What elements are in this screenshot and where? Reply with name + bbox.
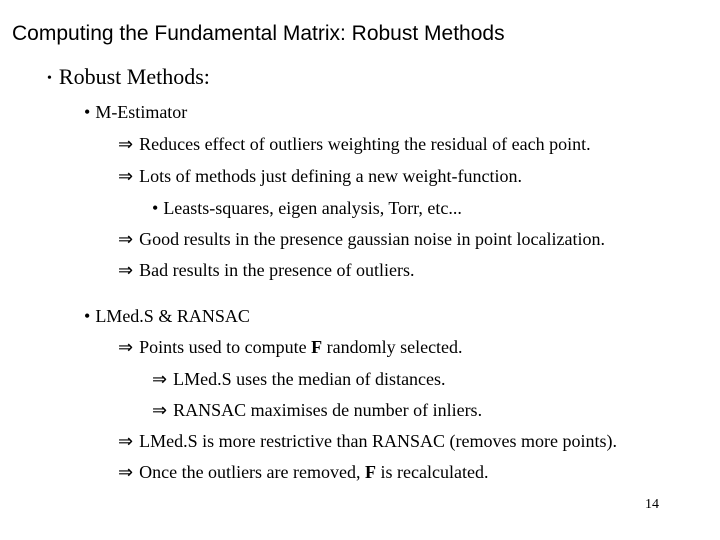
implication-text-post: randomly selected. — [322, 337, 463, 357]
implication-lmeds-3 — [118, 462, 488, 483]
bullet-text: Leasts-squares, eigen analysis, Torr, etc... — [163, 198, 462, 218]
implies-arrow-icon: ⇒ — [152, 400, 168, 420]
implication-lmeds-2 — [118, 431, 617, 452]
implication-text: Good results in the presence gaussian noise in point localization. — [139, 229, 605, 249]
implication-text-post: is recalculated. — [376, 462, 489, 482]
implication-text: Reduces effect of outliers weighting the residual of each point. — [139, 134, 591, 154]
slide-title: Computing the Fundamental Matrix: Robust Methods — [12, 22, 505, 45]
bullet-robust-methods — [47, 64, 210, 90]
implication-lmeds-1-2 — [152, 400, 482, 421]
implies-arrow-icon: ⇒ — [118, 431, 134, 451]
bullet-text: M-Estimator — [95, 102, 188, 122]
implication-text: LMed.S is more restrictive than RANSAC (removes more points). — [139, 431, 618, 451]
bullet-lmeds-ransac — [84, 306, 250, 327]
matrix-symbol: F — [365, 462, 376, 482]
implication-m-estimator-1 — [118, 134, 591, 155]
implication-text: Bad results in the presence of outliers. — [139, 260, 415, 280]
bullet-m-estimator-2-1 — [152, 198, 462, 219]
implies-arrow-icon: ⇒ — [118, 260, 134, 280]
bullet-text: Robust Methods: — [58, 64, 210, 89]
page-number: 14 — [645, 497, 659, 512]
bullet-m-estimator — [84, 102, 187, 123]
implication-m-estimator-3 — [118, 229, 605, 250]
implication-lmeds-1-1 — [152, 369, 446, 390]
bullet-text: LMed.S & RANSAC — [95, 306, 250, 326]
bullet-icon: • — [84, 306, 91, 326]
implies-arrow-icon: ⇒ — [118, 134, 134, 154]
implication-text-pre: Points used to compute — [139, 337, 312, 357]
implication-text: RANSAC maximises de number of inliers. — [173, 400, 483, 420]
matrix-symbol: F — [311, 337, 323, 357]
implication-text: LMed.S uses the median of distances. — [173, 369, 446, 389]
implies-arrow-icon: ⇒ — [118, 337, 134, 357]
bullet-icon: • — [152, 198, 159, 218]
implication-text: Lots of methods just defining a new weight-function. — [139, 166, 523, 186]
implication-m-estimator-2 — [118, 166, 522, 187]
implication-lmeds-1 — [118, 337, 463, 358]
implies-arrow-icon: ⇒ — [118, 462, 134, 482]
implies-arrow-icon: ⇒ — [118, 166, 134, 186]
implication-m-estimator-4 — [118, 260, 415, 281]
implication-text-pre: Once the outliers are removed, — [139, 462, 365, 482]
bullet-icon: • — [84, 102, 91, 122]
implies-arrow-icon: ⇒ — [118, 229, 134, 249]
implies-arrow-icon: ⇒ — [152, 369, 168, 389]
bullet-icon: • — [47, 70, 52, 86]
